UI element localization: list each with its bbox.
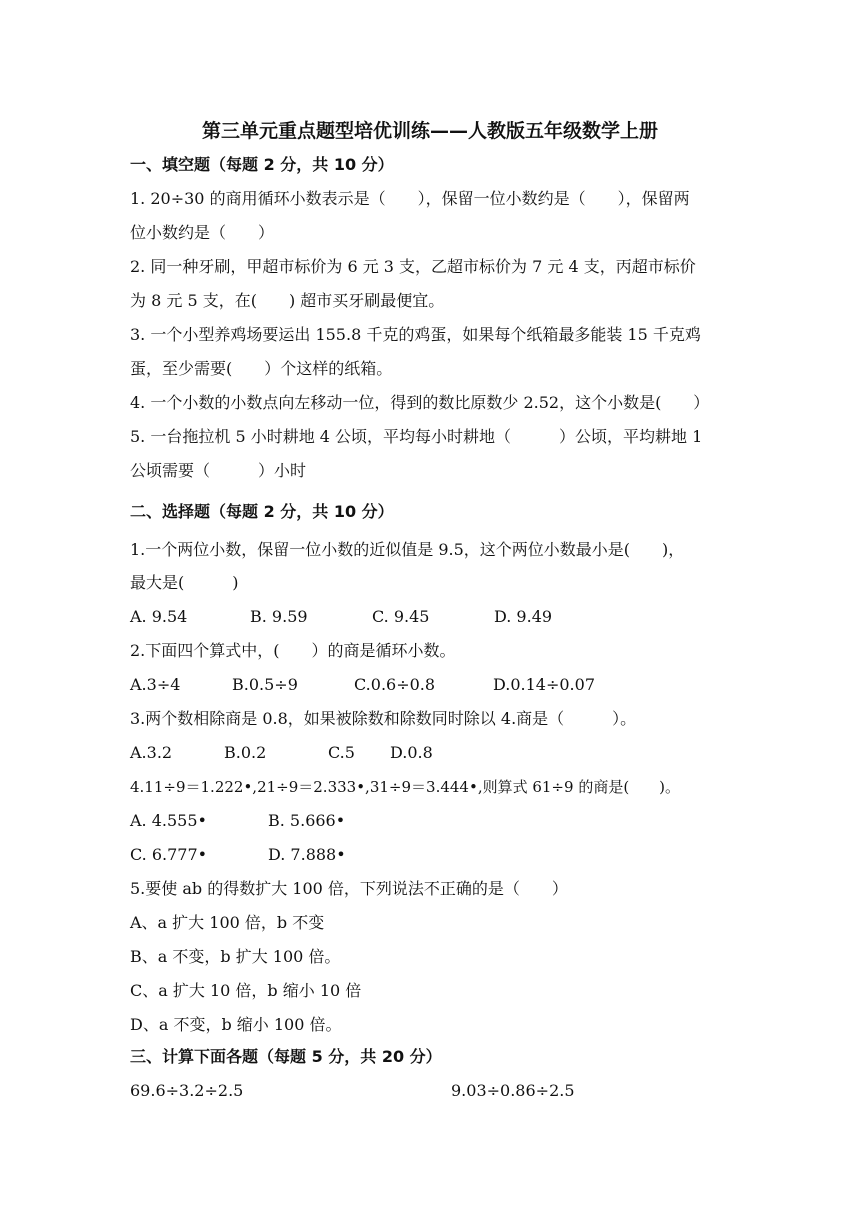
choice-q5-option-c: C、a 扩大 10 倍，b 缩小 10 倍 xyxy=(130,981,362,1000)
calc-problem-2: 9.03÷0.86÷2.5 xyxy=(451,1081,575,1100)
choice-q3-option-c: C.5 xyxy=(328,743,355,762)
choice-q5-line: 5.要使 ab 的得数扩大 100 倍，下列说法不正确的是（ ） xyxy=(130,879,568,898)
fill-q5-line2: 公顷需要（ ）小时 xyxy=(130,461,307,480)
fill-q3-line1: 3. 一个小型养鸡场要运出 155.8 千克的鸡蛋，如果每个纸箱最多能装 15 千克鸡 xyxy=(130,325,701,344)
choice-q4-option-d: D. 7.888• xyxy=(268,845,346,864)
fill-q5-line1: 5. 一台拖拉机 5 小时耕地 4 公顷，平均每小时耕地（ ）公顷，平均耕地 1 xyxy=(130,427,703,446)
choice-q5-option-a: A、a 扩大 100 倍，b 不变 xyxy=(130,913,325,932)
section-heading-fill-blank: 一、填空题（每题 2 分，共 10 分） xyxy=(130,155,394,174)
fill-q1-line1: 1. 20÷30 的商用循环小数表示是（ ），保留一位小数约是（ ），保留两 xyxy=(130,189,690,208)
choice-q4-line: 4.11÷9＝1.222•,21÷9＝2.333•,31÷9＝3.444•,则算式 61÷9 的商是( )。 xyxy=(130,778,681,796)
fill-q4-line: 4. 一个小数的小数点向左移动一位，得到的数比原数少 2.52，这个小数是( ） xyxy=(130,393,710,412)
choice-q1-option-c: C. 9.45 xyxy=(372,607,430,626)
page-title: 第三单元重点题型培优训练——人教版五年级数学上册 xyxy=(201,120,658,142)
choice-q1-line1: 1.一个两位小数，保留一位小数的近似值是 9.5，这个两位小数最小是( )， xyxy=(130,540,685,559)
fill-q2-line1: 2. 同一种牙刷，甲超市标价为 6 元 3 支，乙超市标价为 7 元 4 支，丙超市标价 xyxy=(130,257,696,276)
fill-q1-line2: 位小数约是（ ） xyxy=(130,223,275,242)
choice-q3-option-b: B.0.2 xyxy=(224,743,267,762)
choice-q2-option-b: B.0.5÷9 xyxy=(232,675,298,694)
choice-q2-option-a: A.3÷4 xyxy=(130,675,181,694)
choice-q2-option-c: C.0.6÷0.8 xyxy=(354,675,436,694)
choice-q1-option-a: A. 9.54 xyxy=(130,607,188,626)
choice-q5-option-d: D、a 不变，b 缩小 100 倍。 xyxy=(130,1015,342,1034)
choice-q2-option-d: D.0.14÷0.07 xyxy=(493,675,595,694)
choice-q3-line: 3.两个数相除商是 0.8，如果被除数和除数同时除以 4.商是（ ）。 xyxy=(130,709,637,728)
fill-q3-line2: 蛋，至少需要( ）个这样的纸箱。 xyxy=(130,359,393,378)
choice-q1-option-d: D. 9.49 xyxy=(494,607,553,626)
fill-q2-line2: 为 8 元 5 支，在( ) 超市买牙刷最便宜。 xyxy=(130,291,445,310)
choice-q3-option-d: D.0.8 xyxy=(390,743,433,762)
calc-problem-1: 69.6÷3.2÷2.5 xyxy=(130,1081,244,1100)
choice-q2-line: 2.下面四个算式中，( ）的商是循环小数。 xyxy=(130,641,456,660)
choice-q1-line2: 最大是( ) xyxy=(130,573,239,592)
section-heading-calculation: 三、计算下面各题（每题 5 分，共 20 分） xyxy=(130,1047,442,1066)
choice-q4-option-a: A. 4.555• xyxy=(130,811,207,830)
choice-q4-option-b: B. 5.666• xyxy=(268,811,346,830)
choice-q4-option-c: C. 6.777• xyxy=(130,845,208,864)
choice-q1-option-b: B. 9.59 xyxy=(250,607,308,626)
choice-q5-option-b: B、a 不变，b 扩大 100 倍。 xyxy=(130,947,341,966)
choice-q3-option-a: A.3.2 xyxy=(130,743,173,762)
section-heading-choice: 二、选择题（每题 2 分，共 10 分） xyxy=(130,502,394,521)
